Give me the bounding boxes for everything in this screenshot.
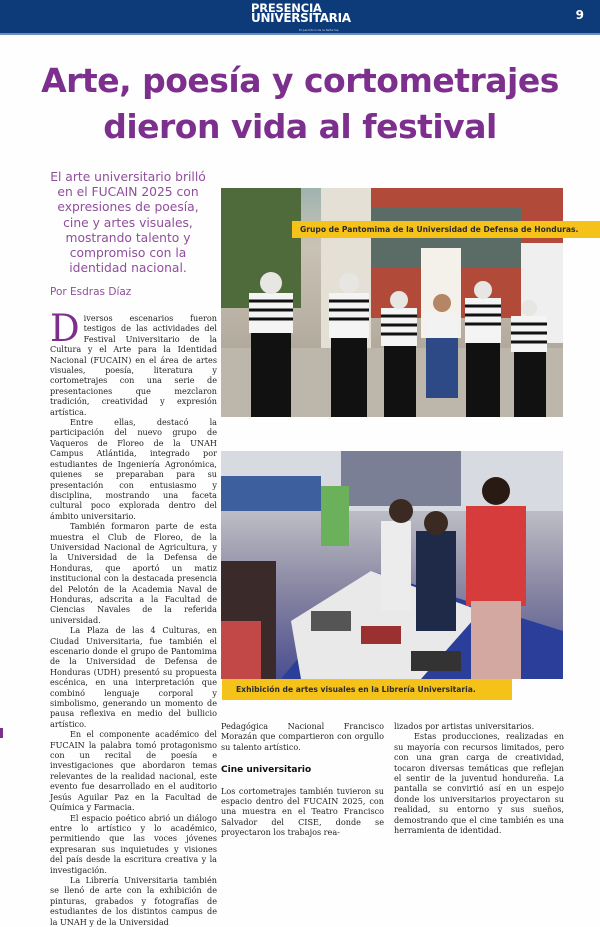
paragraph-text: iversos escenarios fueron testigos de las actividades del Festival Universitario de la Cultura y el Arte para la Identidad Nacional (FUCAIN) en el área de artes visuales, poesía, literatura y cortometrajes con una serie de presentaciones que mezclaron tradición, creatividad y expresión artística.	[50, 313, 217, 417]
text-column-2	[221, 721, 384, 838]
paragraph: El espacio poético abrió un diálogo entre lo artístico y lo académico, permitiendo que las voces jóvenes expresaran sus inquietudes y visiones del país desde la escritura creativa y la investigación.	[50, 812, 217, 875]
byline: Por Esdras Díaz	[50, 286, 132, 298]
article-title	[30, 58, 570, 150]
paragraph: La Librería Universitaria también se llenó de arte con la exhibición de pinturas, grabados y fotografías de estudiantes de los distintos campus de la UNAH y de la Universidad	[50, 874, 217, 927]
paragraph: En el componente académico del FUCAIN la palabra tomó protagonismo con un recital de poesía e investigaciones que abordaron temas relevantes de la realidad nacional, este evento fue desarrollado en el auditorio Jesús Aguilar Paz en la Facultad de Química y Farmacia.	[50, 729, 217, 813]
logo-line-1: PRESENCIA	[251, 1, 322, 15]
paragraph: Estas producciones, realizadas en su mayoría con recursos limitados, pero con una gran carga de creatividad, tocaron diversas temáticas que reflejan el sentir de la juventud hondureña. La pantalla se convirtió así en un espejo donde los universitarios proyectaron su realidad, su entorno y sus sueños, demostrando que el cine también es una herramienta de identidad.	[394, 731, 564, 836]
paragraph: También formaron parte de esta muestra el Club de Floreo, de la Universidad Nacional de Agricultura, y la Universidad de la Defensa de Honduras, que aportó un matiz institucional con la destacada presencia del Pelotón de la Academia Naval de Honduras, adscrita a la Facultad de Ciencias Navales de la referida universidad.	[50, 521, 217, 625]
text-column-3	[394, 721, 564, 835]
paragraph: Los cortometrajes también tuvieron su espacio dentro del FUCAIN 2025, con una muestra en el Teatro Francisco Salvador del CISE, donde se proyectaron los trabajos rea-	[221, 785, 384, 838]
paragraph	[50, 307, 217, 417]
logo-tagline: El periódico de la Reforma	[299, 28, 339, 32]
paragraph: La Plaza de las 4 Culturas, en Ciudad Universitaria, fue también el escenario donde el grupo de Pantomima de la Universidad de Defensa de Honduras (UDH) presentó su propuesta escénica, en una interpretación que combinó lenguaje corporal y simbolismo, generando un momento de pausa reflexiva en medio del bullicio artístico.	[50, 625, 217, 729]
exhibition-photo-illustration	[221, 451, 563, 679]
title-line-2: dieron vida al festival	[103, 107, 497, 146]
page-edge-mark	[0, 728, 3, 738]
publication-logo	[251, 1, 351, 32]
paragraph: Entre ellas, destacó la participación del nuevo grupo de Vaqueros de Floreo de la UNAH Campus Atlántida, integrado por estudiantes de Ingeniería Agronómica, quienes se preparaban para su presentación con entusiasmo y disciplina, mostrando una faceta cultural poco explorada dentro del ámbito universitario.	[50, 417, 217, 521]
page-number: 9	[575, 8, 584, 22]
paragraph: lizados por artistas universitarios.	[394, 721, 535, 731]
text-column-1	[50, 307, 217, 927]
logo-line-2: UNIVERSITARIA	[251, 11, 351, 25]
photo-caption-mimes: Grupo de Pantomima de la Universidad de Defensa de Honduras.	[292, 221, 600, 238]
paragraph: Pedagógica Nacional Francisco Morazán que compartieron con orgullo su talento artístico.	[221, 721, 384, 752]
section-subhead: Cine universitario	[221, 765, 312, 776]
article-deck: El arte universitario brilló en el FUCAIN 2025 con expresiones de poesía, cine y artes visuales, mostrando talento y compromiso con la identidad nacional.	[50, 170, 206, 276]
title-line-1: Arte, poesía y cortometrajes	[41, 61, 559, 100]
masthead-bar	[0, 0, 600, 35]
photo-caption-exhibition: Exhibición de artes visuales en la Librería Universitaria.	[222, 679, 512, 700]
photo-art-exhibition	[221, 451, 563, 679]
drop-cap: D	[50, 307, 80, 350]
